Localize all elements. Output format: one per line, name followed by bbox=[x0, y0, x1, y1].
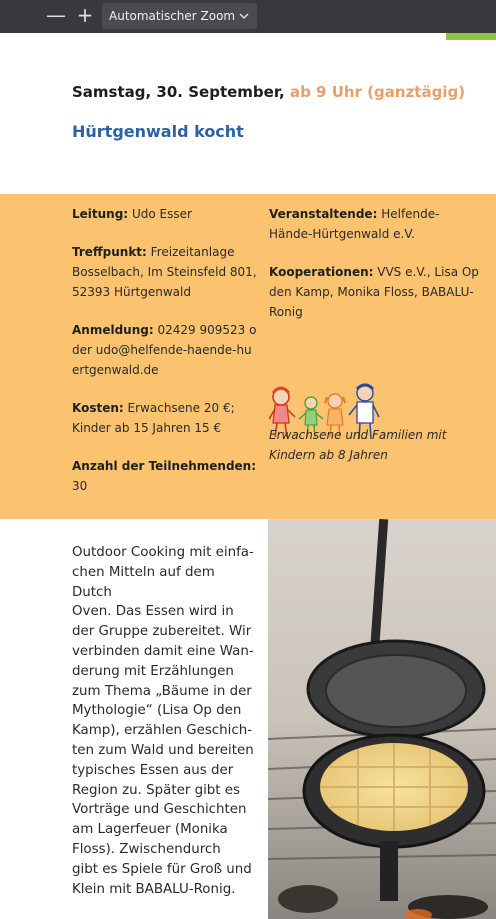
anmeldung-value: 02429 909523 oder udo@helfende-haende-huertgenwald.de bbox=[72, 323, 257, 377]
leitung-label: Leitung: bbox=[72, 207, 129, 221]
event-date: Samstag, 30. September, bbox=[72, 83, 285, 101]
leitung-block bbox=[72, 204, 258, 224]
kooperationen-block bbox=[269, 262, 479, 322]
info-right-column bbox=[269, 204, 479, 340]
event-time: ab 9 Uhr (ganztägig) bbox=[289, 83, 466, 101]
teilnehmer-value: 30 bbox=[72, 479, 88, 493]
treffpunkt-block bbox=[72, 242, 258, 302]
zoom-select[interactable] bbox=[102, 3, 257, 29]
kosten-label: Kosten: bbox=[72, 401, 124, 415]
info-left-column bbox=[72, 204, 258, 514]
zoom-in-button[interactable]: + bbox=[76, 3, 94, 27]
document-page bbox=[0, 33, 496, 919]
treffpunkt-label: Treffpunkt: bbox=[72, 245, 147, 259]
anmeldung-label: Anmeldung: bbox=[72, 323, 154, 337]
treffpunkt-value: Freizeitanlage Bosselbach, Im Steinsfeld 801, 52393 Hürtgenwald bbox=[72, 245, 257, 299]
teilnehmer-block bbox=[72, 456, 258, 496]
event-date-line bbox=[72, 83, 465, 101]
teilnehmer-label: Anzahl der Teilnehmenden: bbox=[72, 459, 257, 473]
kooperationen-value: VVS e.V., Lisa Op den Kamp, Monika Floss, BABALU-Ronig bbox=[269, 265, 479, 319]
veranstalter-label: Veranstaltende: bbox=[269, 207, 378, 221]
event-description: Outdoor Cooking mit einfa- chen Mitteln auf dem Dutch Oven. Das Essen wird in der Gruppe zubereitet. Wir verbinden damit eine Wan- derung mit Erzählungen zum Thema „Bäume in der Mythologie“ (Lisa Op den Kamp), erzählen Geschich- ten zum Wald und bereiten typisches Essen aus der Region zu. Später gibt es Vorträge und Geschichten am Lagerfeuer (Monika Floss). Zwischendurch gibt es Spiele für Groß und Klein mit BABALU-Ronig. bbox=[72, 545, 254, 897]
kosten-value: Erwachsene 20 €; Kinder ab 15 Jahren 15 € bbox=[72, 401, 235, 435]
chevron-down-icon bbox=[239, 12, 249, 20]
kosten-block bbox=[72, 398, 258, 438]
veranstalter-block bbox=[269, 204, 479, 244]
pdf-toolbar bbox=[0, 0, 496, 33]
anmeldung-block bbox=[72, 320, 258, 380]
info-box bbox=[0, 194, 496, 519]
leitung-value: Udo Esser bbox=[131, 207, 192, 221]
kooperationen-label: Kooperationen: bbox=[269, 265, 374, 279]
event-title: Hürtgenwald kocht bbox=[72, 122, 244, 141]
zoom-out-button[interactable]: — bbox=[46, 3, 66, 27]
audience-text: Erwachsene und Familien mit Kindern ab 8 Jahren bbox=[269, 428, 447, 462]
waffle-iron-photo bbox=[268, 519, 496, 919]
veranstalter-value: Helfende-Hände-Hürtgenwald e.V. bbox=[269, 207, 440, 241]
accent-bar bbox=[446, 33, 496, 40]
zoom-value: Automatischer Zoom bbox=[109, 9, 236, 23]
